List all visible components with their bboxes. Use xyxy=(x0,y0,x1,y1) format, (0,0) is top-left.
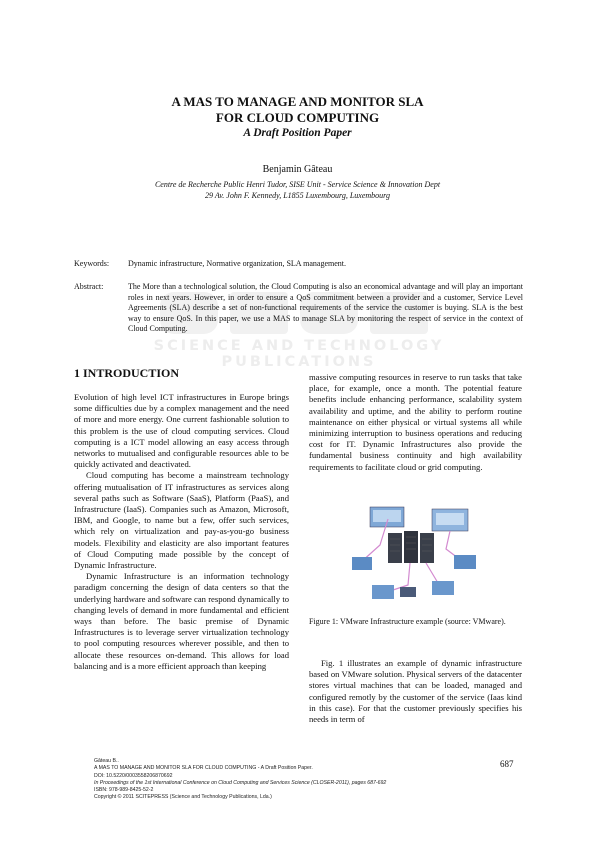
paragraph: Dynamic Infrastructure is an information technology paradigm concerning the design of data centers so that the underlying hardware and software can respond dynamically to changing levels of demand in more fundamental and efficient ways than before. The basic premise of Dynamic Infrastructures is to leverage server virtualization technology to pool computing resources wherever possible, and then to allocate these resources on-demand. This allows for load balancing and is a more efficient approach than keeping xyxy=(74,571,289,671)
paragraph: Fig. 1 illustrates an example of dynamic infrastructure based on VMware solution. Physical servers of the datacenter stores virtual machines that can be loaded, managed and configured remotly by the customer of the service (Iaas kind in this case). For that the customer previously specifies his needs in term of xyxy=(309,658,522,725)
author-name: Benjamin Gâteau xyxy=(262,164,333,175)
affiliation xyxy=(0,179,595,201)
citation-footer xyxy=(94,758,494,802)
vmware-infrastructure-figure xyxy=(350,505,480,605)
footer-line: In Proceedings of the 1st International Conference on Cloud Computing and Services Science (CLOSER-2011), pages 687-692 xyxy=(94,779,387,786)
affiliation-line1: Centre de Recherche Public Henri Tudor, SISE Unit - Service Science & Innovation Dept xyxy=(154,180,441,189)
abstract-text: The More than a technological solution, the Cloud Computing is also an economical advantage and will play an important roles in next years. However, in order to ensure a QoS commitment between a provider and a customer, Service Level Agreements (SLA) describe a set of non-functional requirements of the service the customer is buying. SLA is the best way to ensure QoS. In this paper, we use a MAS to manage SLA by monitoring the respect of service in the context of Cloud Computing. xyxy=(128,282,523,333)
abstract-label: Abstract: xyxy=(74,282,104,291)
paragraph: Cloud computing has become a mainstream technology offering mutualisation of IT infrastructures as services along several paths such as Software (SaaS), Platform (PaaS), and Infrastructure (IaaS). Companies such as Amazon, Microsoft, IBM, and Google, to name but a few, offer such services, which rely on virtualization and pay-as-you-go business models. Flexibility and elasticity are also important features of Cloud Computing made possible by the concept of Dynamic Infrastructure. xyxy=(74,470,289,571)
footer-line: A MAS TO MANAGE AND MONITOR SLA FOR CLOUD COMPUTING - A Draft Position Paper. xyxy=(94,765,313,772)
footer-line: Gâteau B.. xyxy=(94,758,119,764)
watermark-text: SCIENCE AND TECHNOLOGY PUBLICATIONS xyxy=(153,338,445,370)
figure-caption: Figure 1: VMware Infrastructure example (source: VMware). xyxy=(309,617,506,626)
section-heading-introduction: 1 INTRODUCTION xyxy=(74,366,180,380)
page-number: 687 xyxy=(500,759,514,769)
right-column-bottom xyxy=(309,658,522,725)
footer-line: DOI: 10.5220/0003558206870692 xyxy=(94,772,173,779)
paper-title-line1: A MAS TO MANAGE AND MONITOR SLA xyxy=(171,94,424,109)
footer-line: ISBN: 978-989-8425-52-2 xyxy=(94,787,154,794)
paragraph: Evolution of high level ICT infrastructures in Europe brings some difficulties due by a complex management and the need of more and more energy. One current fashionable solution to this problem is the use of cloud computing services. Cloud computing is a ICT model allowing an easy access through networks to mutualised and configurable resources able to be quickly activated and deactivated. xyxy=(74,392,289,470)
title-block xyxy=(0,94,595,140)
keywords-label: Keywords: xyxy=(74,259,110,268)
left-column xyxy=(74,392,289,672)
keywords-text: Dynamic infrastructure, Normative organization, SLA management. xyxy=(128,259,347,268)
right-column-top xyxy=(309,372,522,473)
affiliation-line2: 29 Av. John F. Kennedy, L1855 Luxembourg, Luxembourg xyxy=(205,191,390,200)
footer-line: Copyright © 2011 SCITEPRESS (Science and Technology Publications, Lda.) xyxy=(94,794,272,801)
paper-title-line2: FOR CLOUD COMPUTING xyxy=(215,110,380,125)
paragraph: massive computing resources in reserve to run tasks that take place, for example, once a month. The potential feature benefits include enhancing performance, scalability system availability and uptime, and the ability to perform routine maintenance on either physical or virtual systems all while minimizing interruption to business operations and reducing cost for IT. Dynamic Infrastructures also provide the fundamental business continuity and high availability requirements to facilitate cloud or grid computing. xyxy=(309,372,522,472)
paper-subtitle: A Draft Position Paper xyxy=(243,127,352,139)
